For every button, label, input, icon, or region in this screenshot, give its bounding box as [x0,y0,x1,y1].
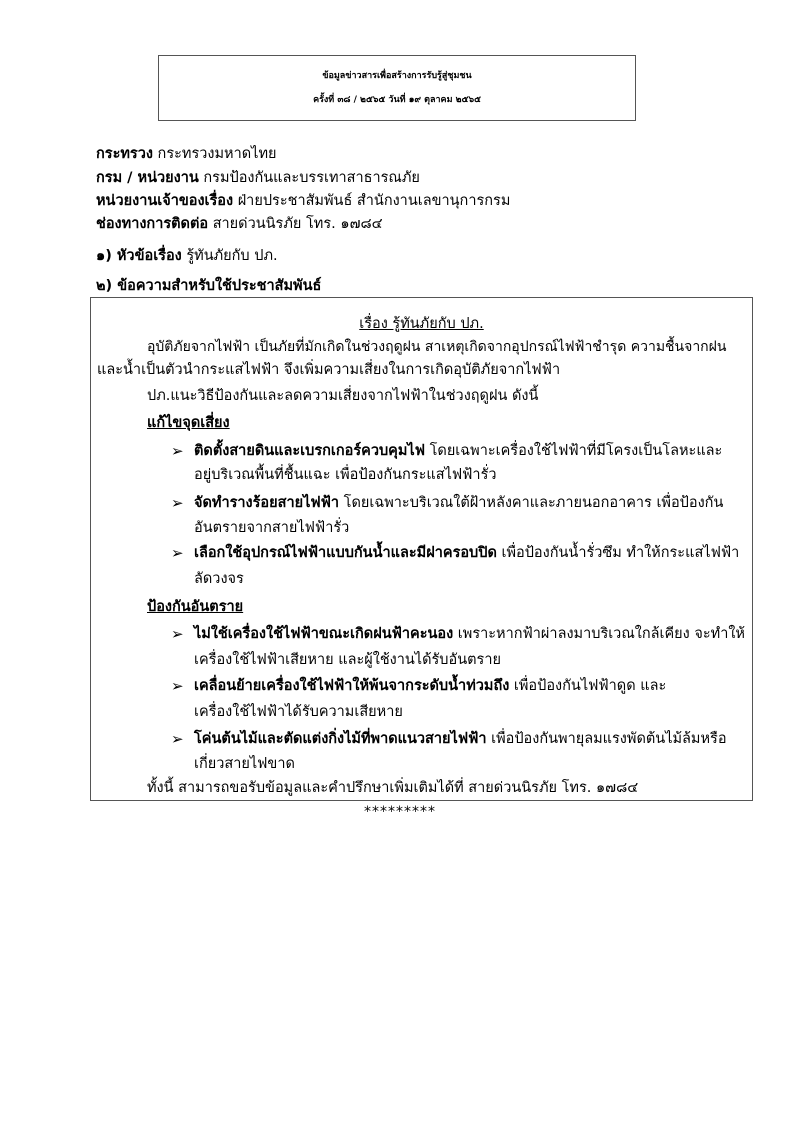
arrow-bullet-icon: ➢ [171,625,184,643]
ministry-line [96,143,277,165]
intro-paragraph-2: และน้ำเป็นตัวนำกระแสไฟฟ้า จึงเพิ่มความเสี่ยงในการเกิดอุบัติภัยจากไฟฟ้า [97,362,561,378]
document-header-box [158,55,636,121]
fix-item-2: จัดทำรางร้อยสายไฟฟ้า โดยเฉพาะบริเวณใต้ฝ้าหลังคาและภายนอกอาคาร เพื่อป้องกัน [194,495,724,511]
department-line [96,167,420,189]
section-fix-risk-title: แก้ไขจุดเสี่ยง [147,415,230,431]
fix-item-3: เลือกใช้อุปกรณ์ไฟฟ้าแบบกันน้ำและมีฝาครอบปิด เพื่อป้องกันน้ำรั่วซึม ทำให้กระแสไฟฟ้า [194,545,740,561]
message-label: ๒) ข้อความสำหรับใช้ประชาสัมพันธ์ [96,278,322,294]
prevent-item-3-cont: เกี่ยวสายไฟขาด [194,756,295,772]
topic-value: รู้ทันภัยกับ ปภ. [186,248,278,264]
prevent-item-2-cont: เครื่องใช้ไฟฟ้าได้รับความเสียหาย [194,704,403,720]
prevent-item-1-cont: เครื่องใช้ไฟฟ้าเสียหาย และผู้ใช้งานได้รับอันตราย [194,652,501,668]
contact-label: ช่องทางการติดต่อ [96,216,209,232]
intro-paragraph-1: อุบัติภัยจากไฟฟ้า เป็นภัยที่มักเกิดในช่วงฤดูฝน สาเหตุเกิดจากอุปกรณ์ไฟฟ้าชำรุด ความชื้นจากฝน [147,339,727,355]
owner-value: ฝ่ายประชาสัมพันธ์ สำนักงานเลขานุการกรม [237,193,511,209]
story-title: เรื่อง รู้ทันภัยกับ ปภ. [359,316,484,332]
closing-paragraph: ทั้งนี้ สามารถขอรับข้อมูลและคำปรึกษาเพิ่มเติมได้ที่ สายด่วนนิรภัย โทร. ๑๗๘๔ [147,780,639,796]
footer-separator: ********* [364,804,436,820]
fix-item-2-cont: อันตรายจากสายไฟฟ้ารั่ว [194,520,350,536]
ministry-value: กระทรวงมหาดไทย [157,146,277,162]
owner-label: หน่วยงานเจ้าของเรื่อง [96,193,234,209]
header-issue-line: ครั้งที่ ๓๘ / ๒๕๖๕ วันที่ ๑๙ ตุลาคม ๒๕๖๕ [313,95,481,105]
prevent-item-2: เคลื่อนย้ายเครื่องใช้ไฟฟ้าให้พ้นจากระดับน้ำท่วมถึง เพื่อป้องกันไฟฟ้าดูด และ [194,678,667,694]
fix-item-1: ติดตั้งสายดินและเบรกเกอร์ควบคุมไฟ โดยเฉพาะเครื่องใช้ไฟฟ้าที่มีโครงเป็นโลหะและ [194,443,723,459]
topic-line [96,245,278,267]
prevent-item-1: ไม่ใช้เครื่องใช้ไฟฟ้าขณะเกิดฝนฟ้าคะนอง เพราะหากฟ้าผ่าลงมาบริเวณใกล้เคียง จะทำให้ [194,626,745,642]
arrow-bullet-icon: ➢ [171,730,184,748]
arrow-bullet-icon: ➢ [171,494,184,512]
fix-item-3-cont: ลัดวงจร [194,571,244,587]
message-line [96,275,321,297]
arrow-bullet-icon: ➢ [171,442,184,460]
department-label: กรม / หน่วยงาน [96,170,199,186]
arrow-bullet-icon: ➢ [171,677,184,695]
header-title: ข้อมูลข่าวสารเพื่อสร้างการรับรู้สู่ชุมชน [322,71,472,81]
owner-line [96,190,510,212]
intro-paragraph-3: ปภ.แนะวิธีป้องกันและลดความเสี่ยงจากไฟฟ้าในช่วงฤดูฝน ดังนี้ [147,388,539,404]
fix-item-1-cont: อยู่บริเวณพื้นที่ชื้นแฉะ เพื่อป้องกันกระแสไฟฟ้ารั่ว [194,467,497,483]
message-content-box [90,297,753,801]
topic-label: ๑) หัวข้อเรื่อง [96,248,182,264]
section-prevent-danger-title: ป้องกันอันตราย [147,599,244,615]
ministry-label: กระทรวง [96,146,153,162]
department-value: กรมป้องกันและบรรเทาสาธารณภัย [203,170,420,186]
prevent-item-3: โค่นต้นไม้และตัดแต่งกิ่งไม้ที่พาดแนวสายไฟฟ้า เพื่อป้องกันพายุลมแรงพัดต้นไม้ล้มหรือ [194,731,727,747]
arrow-bullet-icon: ➢ [171,544,184,562]
contact-value: สายด่วนนิรภัย โทร. ๑๗๘๔ [212,216,383,232]
contact-line [96,213,383,235]
